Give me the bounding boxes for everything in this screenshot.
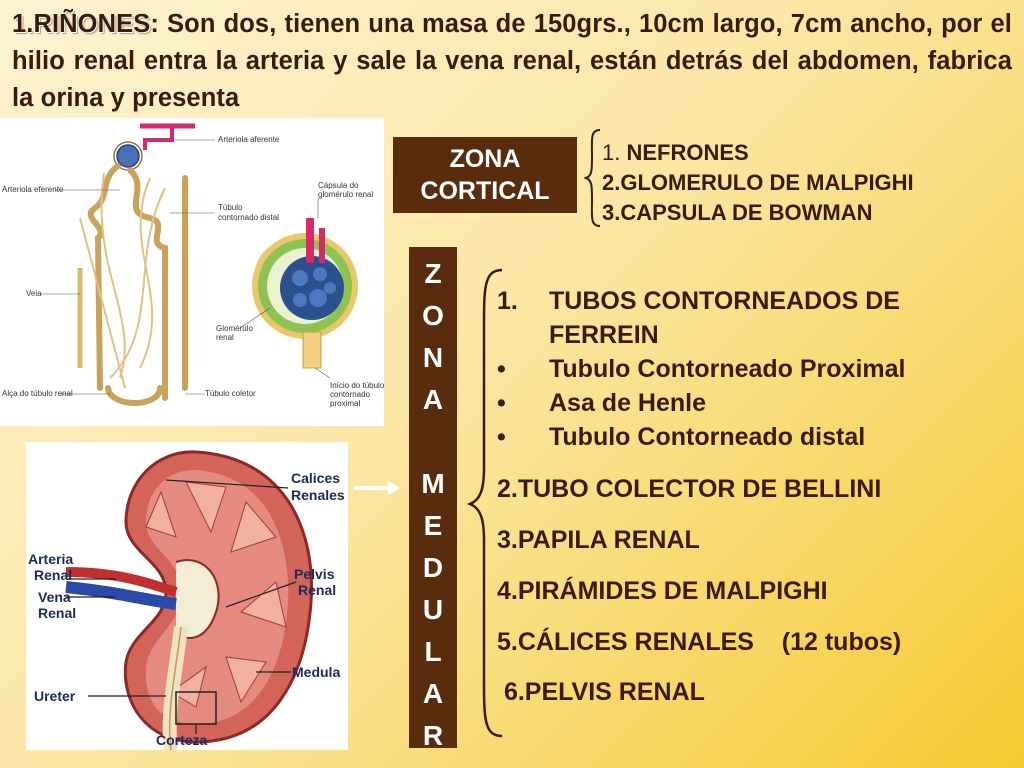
label-tubulo-coletor: Túbulo coletor (205, 389, 256, 398)
label-ureter: Ureter (34, 688, 76, 704)
zona-cortical-box (393, 137, 577, 213)
cortical-item-3: 3.CAPSULA DE BOWMAN (602, 200, 873, 225)
cortical-item-1: 1. NEFRONES (602, 140, 749, 165)
medular-item-2: 2.TUBO COLECTOR DE BELLINI (497, 475, 882, 503)
svg-text:contornado: contornado (330, 390, 371, 399)
svg-text:renal: renal (216, 333, 234, 342)
svg-text:Renales: Renales (291, 487, 345, 503)
label-arteria: Arteria (28, 551, 74, 567)
svg-text:Início do túbulo: Início do túbulo (330, 381, 384, 390)
nephron-diagram (0, 118, 384, 426)
label-tubulo-distal: Túbulo (218, 203, 243, 212)
label-calices: Calices (291, 470, 341, 486)
intro-text: : Son dos, tienen una masa de 150grs., 10cm largo, 7cm ancho, por el hilio renal entra la arteria y sale la vena renal, están detrás del abdomen, fabrica la orina y presenta (12, 10, 1012, 112)
zona-cortical-title-line1: ZONA (449, 145, 521, 173)
medular-item-3: 3.PAPILA RENAL (497, 526, 700, 554)
label-veia: Veia (26, 289, 42, 298)
label-medula: Medula (292, 664, 341, 680)
label-corteza: Corteza (156, 732, 208, 748)
intro-paragraph (12, 6, 1012, 117)
kidney-drawing (26, 442, 348, 750)
label-arteriola-aferente: Arteriola aferente (218, 135, 280, 144)
arrow-right-icon (352, 478, 402, 498)
svg-text:glomérulo renal: glomérulo renal (318, 190, 374, 199)
zona-cortical-title-line2: CORTICAL (420, 177, 550, 205)
intro-lead: 1.RIÑONES (12, 10, 151, 38)
label-alca: Alça do túbulo renal (2, 389, 73, 398)
label-vena: Vena (38, 589, 71, 605)
zona-medular-box: Z O N A M E D U L A R (409, 247, 457, 748)
svg-text:Renal: Renal (38, 605, 77, 621)
svg-text:Renal: Renal (34, 567, 73, 583)
svg-text:Glomérulo: Glomérulo (216, 324, 253, 333)
nephron-drawing (0, 118, 384, 426)
svg-text:Cápsula do: Cápsula do (318, 181, 359, 190)
medular-item-4: 4.PIRÁMIDES DE MALPIGHI (497, 577, 828, 605)
zona-cortical-list (602, 138, 914, 228)
kidney-diagram (26, 442, 348, 750)
label-pelvis: Pelvis (294, 566, 335, 582)
cortical-item-2: 2.GLOMERULO DE MALPIGHI (602, 170, 914, 195)
cortical-brace (584, 128, 604, 228)
medular-item-5: 5.CÁLICES RENALES (12 tubos) (497, 628, 902, 656)
label-arteriola-eferente: Arteriola eferente (2, 185, 64, 194)
svg-text:contornado distal: contornado distal (218, 213, 279, 222)
svg-text:Renal: Renal (298, 582, 337, 598)
svg-text:proximal: proximal (330, 399, 361, 408)
medular-item-6: 6.PELVIS RENAL (497, 678, 705, 706)
